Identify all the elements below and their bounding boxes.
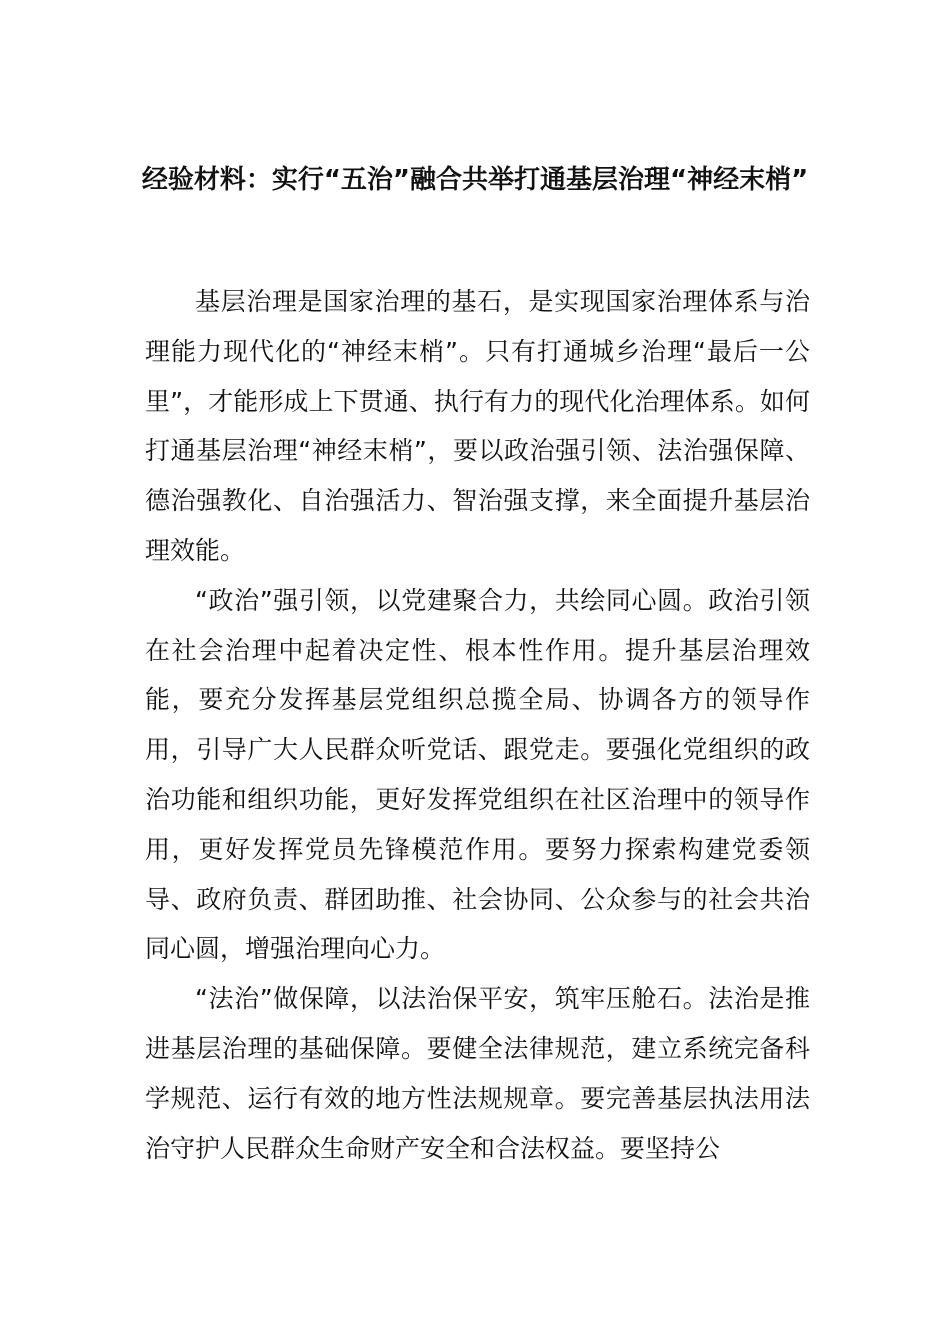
paragraph-intro: 基层治理是国家治理的基石，是实现国家治理体系与治理能力现代化的“神经末梢”。只有打通城乡治理“最后一公里”，才能形成上下贯通、执行有力的现代化治理体系。如何打通基层治理“神经末梢”，要以政治强引领、法治强保障、德治强教化、自治强活力、智治强支撑，来全面提升基层治理效能。	[145, 287, 810, 565]
paragraph-politics: “政治”强引领，以党建聚合力，共绘同心圆。政治引领在社会治理中起着决定性、根本性作用。提升基层治理效能，要充分发挥基层党组织总揽全局、协调各方的领导作用，引导广大人民群众听党话、跟党走。要强化党组织的政治功能和组织功能，更好发挥党组织在社区治理中的领导作用，更好发挥党员先锋模范作用。要努力探索构建党委领导、政府负责、群团助推、社会协同、公众参与的社会共治同心圆，增强治理向心力。	[145, 585, 810, 964]
paragraph-rule-of-law: “法治”做保障，以法治保平安，筑牢压舱石。法治是推进基层治理的基础保障。要健全法律规范，建立系统完备科学规范、运行有效的地方性法规规章。要完善基层执法用法治守护人民群众生命财产安全和合法权益。要坚持公	[145, 984, 810, 1163]
document-body	[145, 277, 810, 1173]
document-title: 经验材料：实行“五治”融合共举打通基层治理“神经末梢”	[141, 165, 809, 195]
